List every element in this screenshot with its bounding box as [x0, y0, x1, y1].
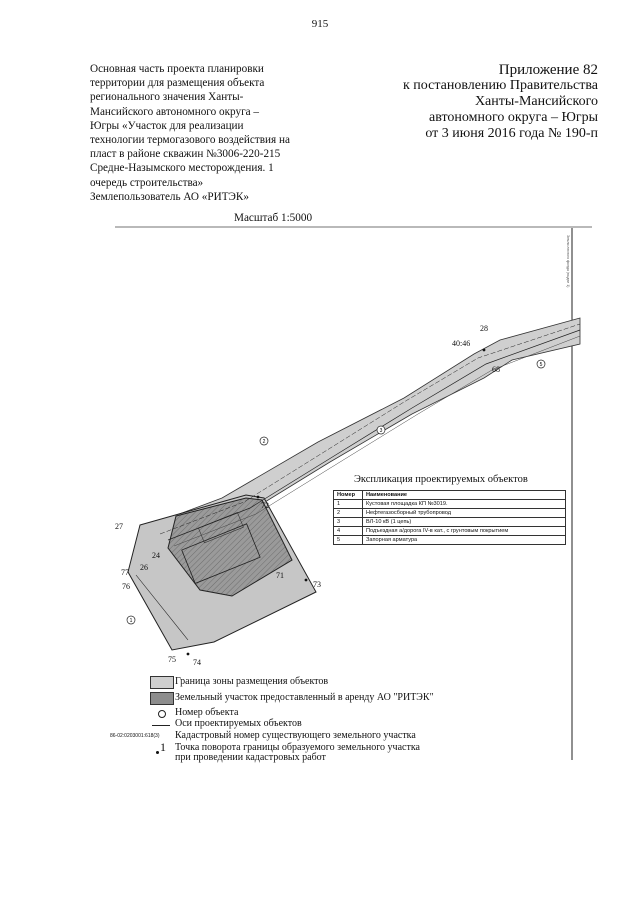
table-header-row — [334, 491, 566, 500]
turn-point-symbol — [156, 742, 170, 756]
table-row — [334, 527, 566, 536]
legend-text: Оси проектируемых объектов — [175, 718, 302, 729]
appendix-line: автономного округа – Югры — [429, 110, 598, 125]
map-scale: Масштаб 1:5000 — [234, 212, 313, 224]
svg-text:5: 5 — [539, 362, 543, 368]
table-row — [334, 536, 566, 545]
description-line: территории для размещения объекта — [90, 77, 265, 90]
row-name: Кустовая площадка КП №3019. — [363, 500, 566, 509]
point-label: 75 — [168, 655, 176, 664]
row-number: 1 — [334, 500, 363, 509]
point-label: 40:46 — [452, 339, 471, 348]
row-number: 5 — [334, 536, 363, 545]
point-label: 68 — [492, 365, 500, 374]
svg-text:3: 3 — [379, 428, 383, 434]
point-label: 74 — [193, 658, 201, 667]
description-line: Югры «Участок для реализации — [90, 119, 244, 132]
point-label: 26 — [140, 563, 148, 572]
row-name: Запорная арматура — [363, 536, 566, 545]
appendix-title: Приложение 82 — [498, 62, 598, 78]
axis-line-symbol — [152, 725, 170, 726]
row-number: 2 — [334, 509, 363, 518]
svg-text:1: 1 — [129, 618, 133, 624]
object-marker — [537, 360, 545, 368]
side-label: Земли лесного фонда (выдел 1) — [566, 235, 570, 288]
row-number: 3 — [334, 518, 363, 527]
object-number-symbol — [158, 710, 166, 718]
header-name: Наименование — [363, 491, 566, 500]
point-label: 24 — [152, 551, 160, 560]
point-label: 77 — [121, 568, 129, 577]
legend-text: Номер объекта — [175, 707, 239, 718]
plot-swatch — [150, 692, 174, 705]
row-number: 4 — [334, 527, 363, 536]
description-line: Основная часть проекта планировки — [90, 63, 264, 75]
object-marker — [260, 437, 268, 445]
description-line: технологии термогазового воздействия на — [90, 134, 290, 147]
turn-point-number: 1 — [160, 740, 166, 754]
explication-title: Экспликация проектируемых объектов — [354, 474, 528, 485]
cadastral-symbol: 86-02:0203001:618(3) — [110, 733, 160, 739]
point-label: 72 — [261, 501, 269, 510]
appendix-line: от 3 июня 2016 года № 190-п — [425, 126, 598, 141]
svg-text:2: 2 — [262, 439, 266, 445]
description-line: пласт в районе скважин №3006-220-215 — [90, 148, 281, 161]
legend-text: Земельный участок предоставленный в аренду АО "РИТЭК" — [175, 692, 434, 703]
description-line: регионального значения Ханты- — [90, 91, 244, 104]
appendix-line: Ханты-Мансийского — [474, 94, 598, 109]
zone-swatch — [150, 676, 174, 689]
table-row — [334, 509, 566, 518]
table-row — [334, 518, 566, 527]
header-number: Номер — [334, 491, 363, 500]
page-number: 915 — [311, 18, 329, 30]
legend-text: при проведении кадастровых работ — [175, 752, 326, 763]
turn-point-dot — [156, 751, 159, 754]
point-label: 71 — [276, 571, 284, 580]
row-name: Нефтегазосборный трубопровод — [363, 509, 566, 518]
description-line: Землепользователь АО «РИТЭК» — [90, 190, 249, 203]
description-line: Мансийского автономного округа – — [90, 105, 260, 118]
point-label: 73 — [313, 580, 321, 589]
object-marker — [127, 616, 135, 624]
table-row — [334, 500, 566, 509]
description-line: очередь строительства» — [90, 176, 204, 189]
description-line: Средне-Назымского месторождения. 1 — [90, 162, 274, 175]
turn-point-dot — [257, 496, 260, 499]
appendix-line: к постановлению Правительства — [402, 78, 598, 93]
turn-point-dot — [187, 653, 190, 656]
legend-text: Кадастровый номер существующего земельного участка — [175, 730, 416, 741]
point-label: 28 — [480, 324, 488, 333]
object-marker — [377, 426, 385, 434]
row-name: Подъездная а/дорога IV-в кат., с грунтовым покрытием — [363, 527, 566, 536]
legend-text: Граница зоны размещения объектов — [175, 676, 329, 687]
point-label: 76 — [122, 582, 130, 591]
explication-table — [333, 490, 566, 545]
point-label: 27 — [115, 522, 123, 531]
turn-point-dot — [483, 349, 486, 352]
legend-text: Точка поворота границы образуемого земельного участка — [175, 742, 420, 753]
row-name: ВЛ-10 кВ (1 цепь) — [363, 518, 566, 527]
turn-point-dot — [305, 579, 308, 582]
